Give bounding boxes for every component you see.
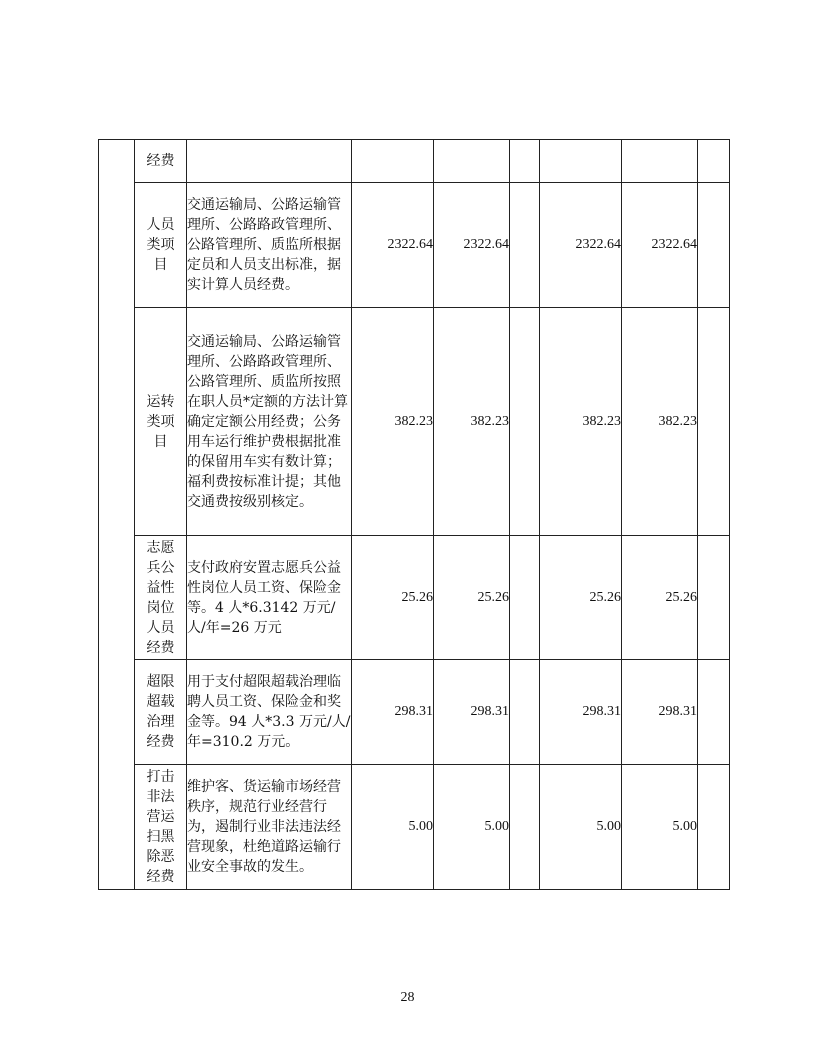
- value-cell-3: 25.26: [540, 536, 622, 660]
- trailing-empty-cell: [698, 536, 730, 660]
- narrow-empty-cell: [510, 308, 540, 536]
- value-cell-3: 5.00: [540, 765, 622, 890]
- value-cell-4: 2322.64: [622, 183, 698, 308]
- budget-table: [98, 139, 730, 890]
- project-cell: 志愿兵公益性岗位人员经费: [135, 536, 187, 660]
- description-cell: 用于支付超限超载治理临聘人员工资、保险金和奖金等。94 人*3.3 万元/人/年=310.2 万元。: [187, 660, 352, 765]
- description-cell: 交通运输局、公路运输管理所、公路路政管理所、公路管理所、质监所根据定员和人员支出标准，据实计算人员经费。: [187, 183, 352, 308]
- value-cell-4: 5.00: [622, 765, 698, 890]
- left-spacer-cell: [99, 140, 135, 890]
- value-cell-2: 382.23: [434, 308, 510, 536]
- trailing-empty-cell: [698, 765, 730, 890]
- value-cell-1: 5.00: [352, 765, 434, 890]
- value-cell-4: [622, 140, 698, 183]
- narrow-empty-cell: [510, 536, 540, 660]
- value-cell-4: 382.23: [622, 308, 698, 536]
- table-row: [99, 765, 730, 890]
- value-cell-4: 25.26: [622, 536, 698, 660]
- trailing-empty-cell: [698, 308, 730, 536]
- value-cell-4: 298.31: [622, 660, 698, 765]
- value-cell-2: 298.31: [434, 660, 510, 765]
- table-row: [99, 660, 730, 765]
- narrow-empty-cell: [510, 140, 540, 183]
- value-cell-2: 5.00: [434, 765, 510, 890]
- value-cell-3: 298.31: [540, 660, 622, 765]
- narrow-empty-cell: [510, 765, 540, 890]
- project-cell: 人员类项目: [135, 183, 187, 308]
- value-cell-1: 382.23: [352, 308, 434, 536]
- description-cell: 支付政府安置志愿兵公益性岗位人员工资、保险金等。4 人*6.3142 万元/人/年=26 万元: [187, 536, 352, 660]
- value-cell-2: 2322.64: [434, 183, 510, 308]
- value-cell-1: 2322.64: [352, 183, 434, 308]
- project-cell: 经费: [135, 140, 187, 183]
- value-cell-3: [540, 140, 622, 183]
- description-cell: [187, 140, 352, 183]
- narrow-empty-cell: [510, 660, 540, 765]
- project-cell: 超限超载治理经费: [135, 660, 187, 765]
- trailing-empty-cell: [698, 183, 730, 308]
- value-cell-3: 382.23: [540, 308, 622, 536]
- page-number: 28: [400, 990, 415, 1005]
- trailing-empty-cell: [698, 140, 730, 183]
- trailing-empty-cell: [698, 660, 730, 765]
- narrow-empty-cell: [510, 183, 540, 308]
- value-cell-2: [434, 140, 510, 183]
- table-row: [99, 308, 730, 536]
- value-cell-1: 298.31: [352, 660, 434, 765]
- value-cell-1: [352, 140, 434, 183]
- value-cell-1: 25.26: [352, 536, 434, 660]
- description-cell: 维护客、货运输市场经营秩序，规范行业经营行为，遏制行业非法违法经营现象，杜绝道路运输行业安全事故的发生。: [187, 765, 352, 890]
- table-row: [99, 140, 730, 183]
- project-cell: 打击非法营运扫黑除恶经费: [135, 765, 187, 890]
- project-cell: 运转类项目: [135, 308, 187, 536]
- table-row: [99, 536, 730, 660]
- table-row: [99, 183, 730, 308]
- value-cell-3: 2322.64: [540, 183, 622, 308]
- description-cell: 交通运输局、公路运输管理所、公路路政管理所、公路管理所、质监所按照在职人员*定额的方法计算确定定额公用经费；公务用车运行维护费根据批准的保留用车实有数计算；福利费按标准计提；其他交通费按级别核定。: [187, 308, 352, 536]
- value-cell-2: 25.26: [434, 536, 510, 660]
